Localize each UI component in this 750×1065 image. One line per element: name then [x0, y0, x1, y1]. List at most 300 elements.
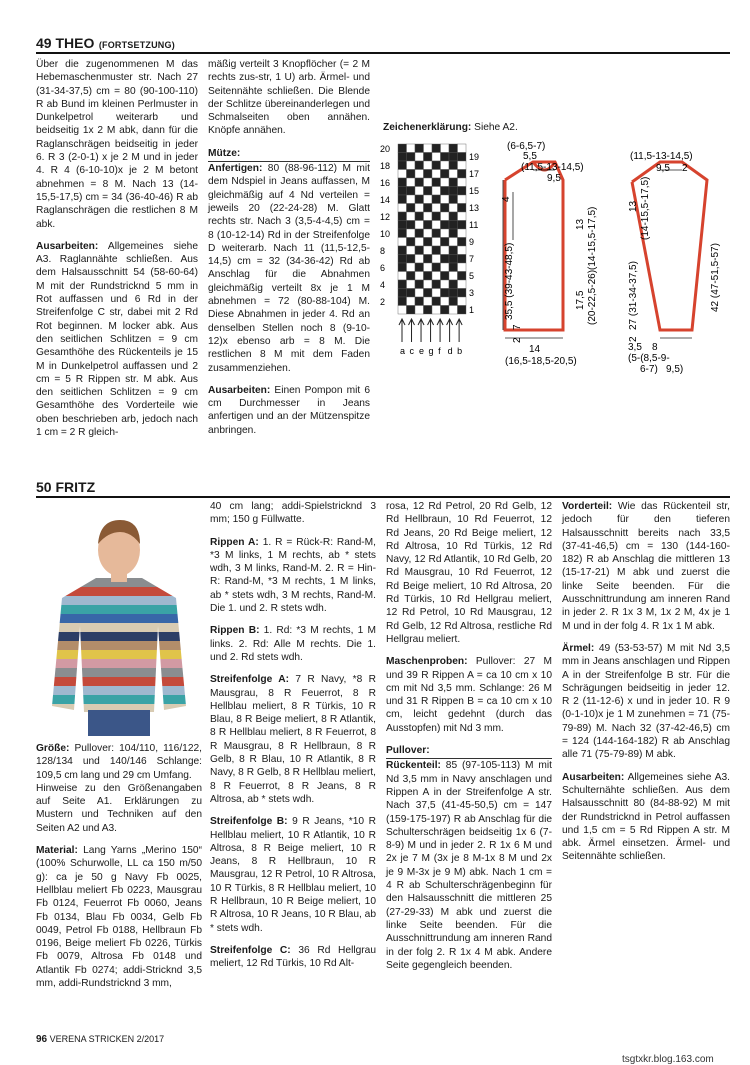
- chart-cell: [458, 289, 467, 298]
- chart-row-number: 13: [469, 203, 480, 213]
- paragraph: [386, 655, 552, 735]
- dim-label: (6-6,5-7): [507, 141, 546, 152]
- dim-label: (16,5-18,5-20,5): [505, 356, 577, 367]
- dim-label: 3,5: [628, 342, 642, 353]
- chart-cell: [407, 263, 416, 272]
- label: Rippen A:: [210, 536, 259, 548]
- chart-cell: [441, 229, 450, 238]
- chart-cell: [449, 255, 458, 264]
- text: Allgemeines siehe A3. Raglannähte schließen. Aus dem Halsausschnitt 54 (58-60-64) M mit der Rundstricknd 5 mm in Rot auffassen und 6 Rd in der Streifenfolge C str, dabei mit 2 Rd Rot beginnen. M locker abk. Aus den seitlichen Schlitzen = 9 cm Gesamthöhe des Rückenteils je 15 M in Dunkelpetrol auffassen und 2 cm = 5 R Rippen str. M abk. Aus den seitlichen Schlitzen = 9 cm Gesamthöhe des Vorderteile wie oben beschrieben arb, jedoch nach 1 cm = 2 R gleich-: [36, 240, 198, 439]
- chart-cell: [441, 212, 450, 221]
- chart-cell: [407, 280, 416, 289]
- label: Ausarbeiten:: [36, 240, 99, 252]
- chart-row-number: 14: [380, 195, 391, 205]
- paragraph: [386, 759, 552, 972]
- chart-cell: [415, 187, 424, 196]
- chart-cell: [407, 187, 416, 196]
- dim-label: 4: [501, 196, 512, 202]
- sweater-stripe: [36, 686, 202, 695]
- chart-cell: [441, 272, 450, 281]
- text: 85 (97-105-113) M mit Nd 3,5 mm in Navy anschlagen und Rippen A in der Streifenfolge A str. Nach 37,5 (41-45-50,5) cm = 147 (159-175-197) R ab Anschlag für die Schulterschrägen beidseitig 1x 6 (7-8-9) M und in jeder 2. R 1x 6 M und 2x je 7 M (3x je 8 M-1x 8 M und 2x je 9 M-3x je 9 M) abk. Nach 1 cm = 4 R ab Schulterschrägenbeginn für den Halsausschnitt die mittleren 25 (27-29-33) M abk und zuerst die linke Seite beenden. Für die Ausschnittrundung am inneren Rand in der folg 2. R 1x 4 M abk. Andere Seite gegengleich beenden.: [386, 760, 552, 971]
- dim-label: 2: [628, 336, 639, 342]
- chart-cell: [407, 153, 416, 162]
- chart-cell: [398, 280, 407, 289]
- chart-cell: [398, 178, 407, 187]
- chart-row-number: 6: [380, 263, 386, 273]
- chart-cell: [415, 255, 424, 264]
- chart-cell: [441, 255, 450, 264]
- text: Pullover: 27 M und 39 R Rippen A = ca 10 cm x 10 cm mit Nd 3,5 mm. Schlange: 26 M und 31 R Rippen B = ca 10 cm x 10 cm, leicht gedehnt (durch das Ausstopfen) mit Nd 3 mm.: [386, 656, 552, 734]
- chart-cell: [432, 263, 441, 272]
- chart-cell: [407, 272, 416, 281]
- chart-cell: [415, 144, 424, 153]
- chart-cell: [398, 204, 407, 213]
- chart-cell: [432, 229, 441, 238]
- chart-arrow: [428, 319, 434, 342]
- dim-label: 9,5: [547, 173, 561, 184]
- sweater-stripe: [36, 632, 202, 641]
- chart-cell: [424, 204, 433, 213]
- chart-row-numbers-right: [469, 152, 479, 315]
- chart-cell: [407, 246, 416, 255]
- dim-label: 5,5: [523, 151, 537, 162]
- chart-cell: [415, 306, 424, 315]
- chart-cell: [432, 221, 441, 230]
- paragraph: [210, 815, 376, 935]
- chart-cell: [449, 161, 458, 170]
- paragraph: rosa, 12 Rd Petrol, 20 Rd Gelb, 12 Rd Hellbraun, 10 Rd Feuerrot, 12 Rd Jeans, 20 Rd Beige meliert, 12 Rd Altrosa, 10 Rd Türkis, 12 Rd Navy, 12 Rd Atlantik, 10 Rd Gelb, 20 Rd Mausgrau, 10 Rd Feuerrot, 12 Rd Beige meliert, 10 Rd Altrosa, 20 Rd Türkis, 10 Rd Hellgrau meliert, 12 Rd Petrol, 10 Rd Mausgrau, 12 Rd Gelb, 12 Rd Altrosa, restliche Rd Hellgrau meliert.: [386, 501, 552, 645]
- chart-column-letter: c: [409, 346, 415, 356]
- dim-label: 7: [512, 324, 523, 330]
- chart-cell: [432, 289, 441, 298]
- chart-cell: [449, 221, 458, 230]
- chart-cell: [424, 263, 433, 272]
- chart-row-number: 4: [380, 280, 386, 290]
- chart-cell: [398, 221, 407, 230]
- chart-cell: [407, 178, 416, 187]
- sweater: [36, 578, 202, 722]
- label: Anfertigen:: [208, 163, 263, 175]
- chart-arrow: [447, 319, 453, 342]
- sweater-stripe: [36, 623, 202, 632]
- chart-arrow: [409, 319, 415, 342]
- chart-cell: [398, 212, 407, 221]
- chart-row-number: 15: [469, 186, 480, 196]
- chart-cell: [424, 229, 433, 238]
- chart-cell: [449, 280, 458, 289]
- chart-cell: [458, 170, 467, 179]
- subheading-muetze: Mütze:: [208, 147, 370, 162]
- chart-cell: [424, 255, 433, 264]
- chart-cell: [424, 170, 433, 179]
- chart-arrow: [418, 319, 424, 342]
- sweater-stripe: [36, 587, 202, 596]
- chart-cell: [424, 144, 433, 153]
- chart-arrow: [456, 319, 462, 342]
- chart-cell: [398, 187, 407, 196]
- chart-row-number: 20: [380, 144, 391, 154]
- chart-row-numbers-left: [380, 144, 390, 307]
- section-header-fritz: [36, 478, 730, 498]
- chart-row-number: 12: [380, 212, 391, 222]
- dim-label: 42 (47-51,5-57): [710, 243, 721, 312]
- dim-label: 17,5: [575, 290, 586, 310]
- label: Material:: [36, 845, 78, 857]
- sweater-stripe: [36, 641, 202, 650]
- chart-cell: [441, 153, 450, 162]
- chart-row-number: 5: [469, 271, 475, 281]
- chart-cell: [424, 289, 433, 298]
- text: Siehe A2.: [471, 122, 518, 133]
- chart-cell: [441, 170, 450, 179]
- chart-cell: [449, 246, 458, 255]
- sweater-stripe: [36, 668, 202, 677]
- legend-caption: [383, 122, 518, 133]
- label: Größe:: [36, 743, 70, 754]
- chart-cell: [415, 238, 424, 247]
- chart-cell: [441, 238, 450, 247]
- chart-cell: [398, 289, 407, 298]
- chart-cell: [449, 272, 458, 281]
- chart-cell: [432, 195, 441, 204]
- chart-cell: [415, 289, 424, 298]
- chart-cell: [441, 195, 450, 204]
- chart-cell: [458, 272, 467, 281]
- chart-cell: [449, 187, 458, 196]
- chart-cell: [398, 297, 407, 306]
- chart-cell: [407, 204, 416, 213]
- chart-cell: [415, 246, 424, 255]
- chart-cell: [407, 161, 416, 170]
- chart-cell: [449, 195, 458, 204]
- chart-row-number: 19: [469, 152, 480, 162]
- chart-cell: [441, 263, 450, 272]
- dim-label: 9,5: [656, 163, 670, 174]
- chart-column-letter: e: [419, 346, 425, 356]
- chart-cell: [424, 306, 433, 315]
- chart-cell: [432, 204, 441, 213]
- dim-label: 6-7): [640, 364, 658, 375]
- sleeve-schematic: [622, 140, 737, 385]
- chart-cell: [432, 161, 441, 170]
- paragraph: [210, 536, 376, 616]
- chart-cell: [458, 306, 467, 315]
- text: 36 Rd Hellgrau meliert, 12 Rd Türkis, 10 Rd Alt-: [210, 944, 376, 970]
- paragraph: 40 cm lang; addi-Spielstricknd 3 mm; 150 g Füllwatte.: [210, 501, 376, 526]
- chart-cell: [415, 229, 424, 238]
- chart-cell: [407, 238, 416, 247]
- chart-cell: [424, 161, 433, 170]
- boy-jeans: [88, 710, 150, 736]
- label: Maschenproben:: [386, 656, 468, 668]
- chart-cell: [398, 153, 407, 162]
- chart-cell: [449, 297, 458, 306]
- chart-cell: [432, 238, 441, 247]
- chart-cell: [432, 144, 441, 153]
- chart-cell: [424, 153, 433, 162]
- chart-cell: [458, 280, 467, 289]
- chart-cell: [458, 195, 467, 204]
- label: Ärmel:: [562, 642, 595, 654]
- chart-cell: [432, 170, 441, 179]
- chart-column-letter: g: [428, 346, 434, 356]
- chart-cell: [449, 170, 458, 179]
- label: Ausarbeiten:: [208, 384, 271, 396]
- chart-cell: [432, 297, 441, 306]
- chart-cell: [432, 246, 441, 255]
- chart-row-number: 10: [380, 229, 391, 239]
- text: Hinweise zu den Größenangaben auf Seite A1. Erklärungen zu Mustern und Techniken auf den Seiten A2 und A3.: [36, 782, 202, 834]
- chart-cell: [407, 255, 416, 264]
- dim-label: (5-(8,5-9-: [628, 353, 670, 364]
- sweater-stripes: [36, 578, 202, 722]
- watermark-blog: tsgtxkr.blog.163.com: [622, 1054, 714, 1065]
- chart-cell: [449, 144, 458, 153]
- subheading-pullover: Pullover:: [386, 744, 552, 759]
- chart-cell: [398, 238, 407, 247]
- chart-cell: [398, 263, 407, 272]
- chart-cell: [398, 195, 407, 204]
- chart-cell: [449, 204, 458, 213]
- dim-label: 2: [512, 337, 523, 343]
- chart-column-letter: b: [457, 346, 463, 356]
- theo-column-2: [208, 58, 370, 446]
- chart-cell: [407, 195, 416, 204]
- chart-cell: [398, 170, 407, 179]
- text: Einen Pompon mit 6 cm Durchmesser in Jeans anfertigen und an der Mützenspitze anbringen.: [208, 384, 370, 436]
- chart-grid: [398, 144, 466, 314]
- chart-cell: [415, 153, 424, 162]
- label: Streifenfolge B:: [210, 816, 288, 828]
- chart-cell: [441, 161, 450, 170]
- chart-cell: [424, 272, 433, 281]
- label: Rippen B:: [210, 625, 260, 637]
- sweater-stripe: [36, 605, 202, 614]
- chart-cell: [415, 212, 424, 221]
- chart-cell: [441, 187, 450, 196]
- sweater-stripe: [36, 650, 202, 659]
- chart-cell: [458, 212, 467, 221]
- chart-cell: [407, 229, 416, 238]
- chart-cell: [424, 187, 433, 196]
- chart-cell: [449, 238, 458, 247]
- chart-cell: [398, 229, 407, 238]
- photo-boy-sweater: [36, 506, 202, 736]
- chart-cell: [441, 204, 450, 213]
- paragraph: [210, 944, 376, 971]
- text: 80 (88-96-112) M mit dem Ndspiel in Jeans auffassen, M gleichmäßig auf 4 Nd verteilen = jeweils 20 (22-24-28) M. Glatt rechts str. Nach 3 (3,5-4-4,5) cm = 8 (10-12-14) Rd in der Streifenfolge D weiterarb. Nach 11 (11,5-12,5-14,5) cm = 32 (34-36-42) Rd ab Anschlag für die Abnahmen gleichmäßig verteilt 8x je 1 M abnehmen = 72 (80-88-104) M. Diese Abnahmen in jeder 4. Rd an denselben Stellen noch 8 (9-10-12)x ebenso arb = 8 M. Die restlichen 8 M mit dem Faden zusammenziehen.: [208, 163, 370, 374]
- dim-label: 27 (31-34-37,5): [628, 261, 639, 330]
- chart-cell: [398, 306, 407, 315]
- chart-column-letter: d: [447, 346, 453, 356]
- dim-label: 13: [575, 218, 586, 230]
- paragraph: [562, 500, 730, 633]
- chart-cell: [441, 289, 450, 298]
- chart-cell: [441, 280, 450, 289]
- dim-label: 9,5): [666, 364, 684, 375]
- chart-cell: [398, 255, 407, 264]
- boy-neck: [111, 572, 127, 582]
- paragraph: [208, 384, 370, 437]
- chart-cell: [458, 297, 467, 306]
- chart-cell: [415, 170, 424, 179]
- chart-cell: [458, 178, 467, 187]
- chart-cell: [458, 144, 467, 153]
- chart-cell: [441, 306, 450, 315]
- paragraph: [36, 844, 202, 990]
- chart-cell: [458, 229, 467, 238]
- paragraph: Über die zugenommenen M das Hebemaschenmuster str. Nach 27 (31-34-37,5) cm = 80 (90-100-110) R ab Bund im kleinen Perlmuster in Dunkelpetrol weiterarb und beidseitig 1x 2 M abk, dann für die Raglanschrägen beidseitig in jeder 6. R 3 (2-0-1) x je 2 M und in jeder 4. R 4 (6-10-10)x je 2 M betont abnehmen = 8 M. Nach 13 (14-15,5-17,5) cm = 34 (36-40-46) R ab Raglanschrägen die restlichen 8 M abk.: [36, 59, 198, 230]
- chart-row-number: 2: [380, 297, 386, 307]
- chart-arrow: [437, 319, 443, 342]
- chart-cell: [432, 153, 441, 162]
- chart-row-number: 1: [469, 305, 475, 315]
- chart-cell: [449, 289, 458, 298]
- text: Allgemeines siehe A3. Schulternähte schließen. Aus dem Halsausschnitt 80 (84-88-92) M mit der Rundstricknd in Petrol auffassen und 1,5 cm = 5 Rd Rippen A str. M abk. Ärmel einsetzen. Ärmel- und Seitennähte schließen.: [562, 771, 730, 863]
- paragraph: mäßig verteilt 3 Knopflöcher (= 2 M rechts zus-str, 1 U) arb. Ärmel- und Seitennähte schließen. Die Blende der Schlitze übereinanderlegen und Schmalseiten oben annähen. Knöpfe annähen.: [208, 59, 370, 137]
- chart-row-number: 17: [469, 169, 480, 179]
- chart-cell: [415, 263, 424, 272]
- chart-cell: [449, 263, 458, 272]
- chart-cell: [424, 297, 433, 306]
- chart-cell: [432, 306, 441, 315]
- fritz-column-3: [386, 500, 552, 981]
- chart-cell: [415, 178, 424, 187]
- paragraph: [208, 162, 370, 375]
- chart-column-letter: a: [400, 346, 406, 356]
- label: Ausarbeiten:: [562, 771, 625, 783]
- chart-cell: [458, 263, 467, 272]
- sweater-stripe: [36, 596, 202, 605]
- chart-cell: [432, 178, 441, 187]
- body-schematic: [495, 140, 620, 385]
- paragraph: [210, 624, 376, 664]
- chart-cell: [424, 238, 433, 247]
- chart-row-number: 16: [380, 178, 391, 188]
- chart-cell: [398, 246, 407, 255]
- chart-cell: [415, 272, 424, 281]
- chart-cell: [415, 161, 424, 170]
- text: 49 (53-53-57) M mit Nd 3,5 mm in Jeans anschlagen und Rippen A in der Streifenfolge B str. Für die Schrägungen beidseitig in jeder 12. R 2 (11-12-6) x und in jeder 10. R 9 (0-1-10)x je 1 M zunehmen = 71 (75-79-89) M. Nach 32 (37-42-46,5) cm = 124 (144-164-182) R ab Anschlag alle 71 (75-79-89) M abk.: [562, 642, 730, 761]
- chart-cell: [441, 297, 450, 306]
- chart-row-number: 7: [469, 254, 475, 264]
- chart-cell: [407, 297, 416, 306]
- paragraph: [562, 642, 730, 762]
- dim-label: 8: [652, 342, 658, 353]
- chart-cell: [432, 280, 441, 289]
- paragraph: [562, 771, 730, 864]
- page-number: 96: [36, 1034, 48, 1045]
- label: Streifenfolge C:: [210, 944, 291, 956]
- dim-label: 35,5 (39-43-48,5): [504, 242, 515, 320]
- chart-cell: [458, 153, 467, 162]
- chart-cell: [407, 289, 416, 298]
- dim-label: (11,5-13-14,5): [630, 151, 693, 162]
- chart-cell: [407, 144, 416, 153]
- dim-label: 14: [529, 344, 541, 355]
- chart-cell: [432, 255, 441, 264]
- chart-cell: [424, 212, 433, 221]
- chart-cell: [424, 246, 433, 255]
- chart-cell: [424, 221, 433, 230]
- dim-label: (14-15,5-17,5): [640, 176, 651, 240]
- magazine-name: VERENA STRICKEN 2/2017: [49, 1034, 165, 1044]
- chart-cell: [432, 212, 441, 221]
- chart-cell: [415, 204, 424, 213]
- chart-cell: [458, 246, 467, 255]
- paragraph: [36, 240, 198, 439]
- chart-arrow: [399, 319, 405, 342]
- fritz-column-4: [562, 500, 730, 873]
- chart-cell: [441, 144, 450, 153]
- chart-cell: [407, 221, 416, 230]
- paragraph: [36, 742, 202, 835]
- chart-cell: [458, 255, 467, 264]
- text: 1. R = Rück-R: Rand-M, *3 M links, 1 M rechts, ab * stets wdh, 3 M links, Rand-M. 2. R = Hin-R: Rand-M, *3 M rechts, 1 M links, ab * stets wdh, 3 M rechts, Rand-M. Die 1. und 2. R stets wdh.: [210, 536, 376, 615]
- dim-label: 2: [682, 163, 688, 174]
- chart-row-number: 9: [469, 237, 475, 247]
- chart-arrows: [399, 319, 462, 342]
- text: Pullover: 104/110, 116/122, 128/134 und 140/146 Schlange: 109,5 cm lang und 29 cm Umfang.: [36, 743, 202, 781]
- chart-cell: [407, 306, 416, 315]
- page-footer: [36, 1034, 164, 1045]
- dim-label: (20-22,5-26): [587, 269, 598, 325]
- chart-cell: [424, 280, 433, 289]
- text: 1. Rd: *3 M rechts, 1 M links. 2. Rd: Alle M rechts. Die 1. und 2. Rd stets wdh.: [210, 625, 376, 663]
- chart-cell: [398, 161, 407, 170]
- dim-label: (11,5-13-14,5): [521, 162, 584, 173]
- chart-cell: [415, 195, 424, 204]
- chart-cell: [407, 170, 416, 179]
- label: Rückenteil:: [386, 760, 441, 772]
- chart-row-number: 11: [469, 220, 479, 230]
- chart-cell: [432, 272, 441, 281]
- paragraph: [210, 673, 376, 806]
- chart-cell: [458, 221, 467, 230]
- knitting-chart: [380, 140, 490, 380]
- chart-cell: [424, 178, 433, 187]
- chart-cell: [398, 144, 407, 153]
- text: Lang Yarns „Merino 150“ (100% Schurwolle, LL ca 150 m/50 g): ca je 50 g Navy Fb 0025, Hellblau meliert Fb 0223, Mausgrau Fb 0124, Feuerrot Fb 0060, Jeans Fb 0134, Blau Fb 0034, Gelb Fb 0049, Petrol Fb 0188, Hellbraun Fb 0196, Beige meliert Fb 0226, Türkis Fb 0079, Altrosa Fb 0148 und Atlantik Fb 0274; addi-Stricknd 3,5 mm, addi-Rundstricknd 3 mm,: [36, 845, 202, 990]
- chart-column-letter: f: [438, 346, 441, 356]
- chart-cell: [449, 229, 458, 238]
- chart-cell: [432, 187, 441, 196]
- chart-cell: [449, 153, 458, 162]
- sweater-stripe: [36, 677, 202, 686]
- fritz-column-2: [210, 500, 376, 980]
- text: 9 R Jeans, *10 R Hellblau meliert, 10 R Atlantik, 10 R Altrosa, 8 R Beige meliert, 10 R Jeans, 8 R Hellbraun, 10 R Mausgrau, 12 R Petrol, 10 R Altrosa, 10 R Türkis, 8 R Hellblau meliert, 10 R Hellbraun, 10 R Beige meliert, 10 R Altrosa, 10 R Jeans, 10 R Blau, ab * stets wdh.: [210, 816, 376, 934]
- section-header-theo: [36, 34, 730, 54]
- sweater-stripe: [36, 659, 202, 668]
- section-title: 50 FRITZ: [36, 479, 96, 495]
- chart-column-letters: [400, 346, 462, 356]
- theo-column-1: [36, 58, 198, 448]
- chart-cell: [415, 297, 424, 306]
- chart-cell: [458, 161, 467, 170]
- chart-cell: [458, 204, 467, 213]
- text: Wie das Rückenteil str, jedoch für den tieferen Halsausschnitt bereits nach 33,5 (37-41-46,5) cm = 130 (144-160-182) R ab Anschlag die mittleren 13 (15-17-21) M abk und zuerst die linke Seite beenden. Für die Ausschnittrundung am inneren Rand in jeder 2. R 1x 3 M, 1x 2 M, 4x je 1 M und in der folg 4. R 1x 1 M abk.: [562, 501, 730, 632]
- section-subtitle: (FORTSETZUNG): [98, 40, 175, 50]
- text: 7 R Navy, *8 R Mausgrau, 8 R Feuerrot, 8 R Hellblau meliert, 8 R Türkis, 10 R Blau, 8 R Beige meliert, 8 R Atlantik, 8 R Hellblau meliert, 8 R Feuerrot, 8 R Mausgrau, 8 R Hellbraun, 8 R Gelb, 8 R Blau, 10 R Atlantik, 8 R Navy, 8 R Gelb, 8 R Hellblau meliert, 8 R Feuerrot, 8 R Jeans, 8 R Altrosa, ab * stets wdh.: [210, 674, 376, 805]
- chart-cell: [441, 246, 450, 255]
- chart-cell: [449, 178, 458, 187]
- chart-cell: [458, 238, 467, 247]
- chart-row-number: 3: [469, 288, 475, 298]
- chart-row-number: 8: [380, 246, 386, 256]
- dim-label: 13: [628, 200, 639, 212]
- chart-cell: [415, 221, 424, 230]
- section-title: 49 THEO: [36, 35, 95, 51]
